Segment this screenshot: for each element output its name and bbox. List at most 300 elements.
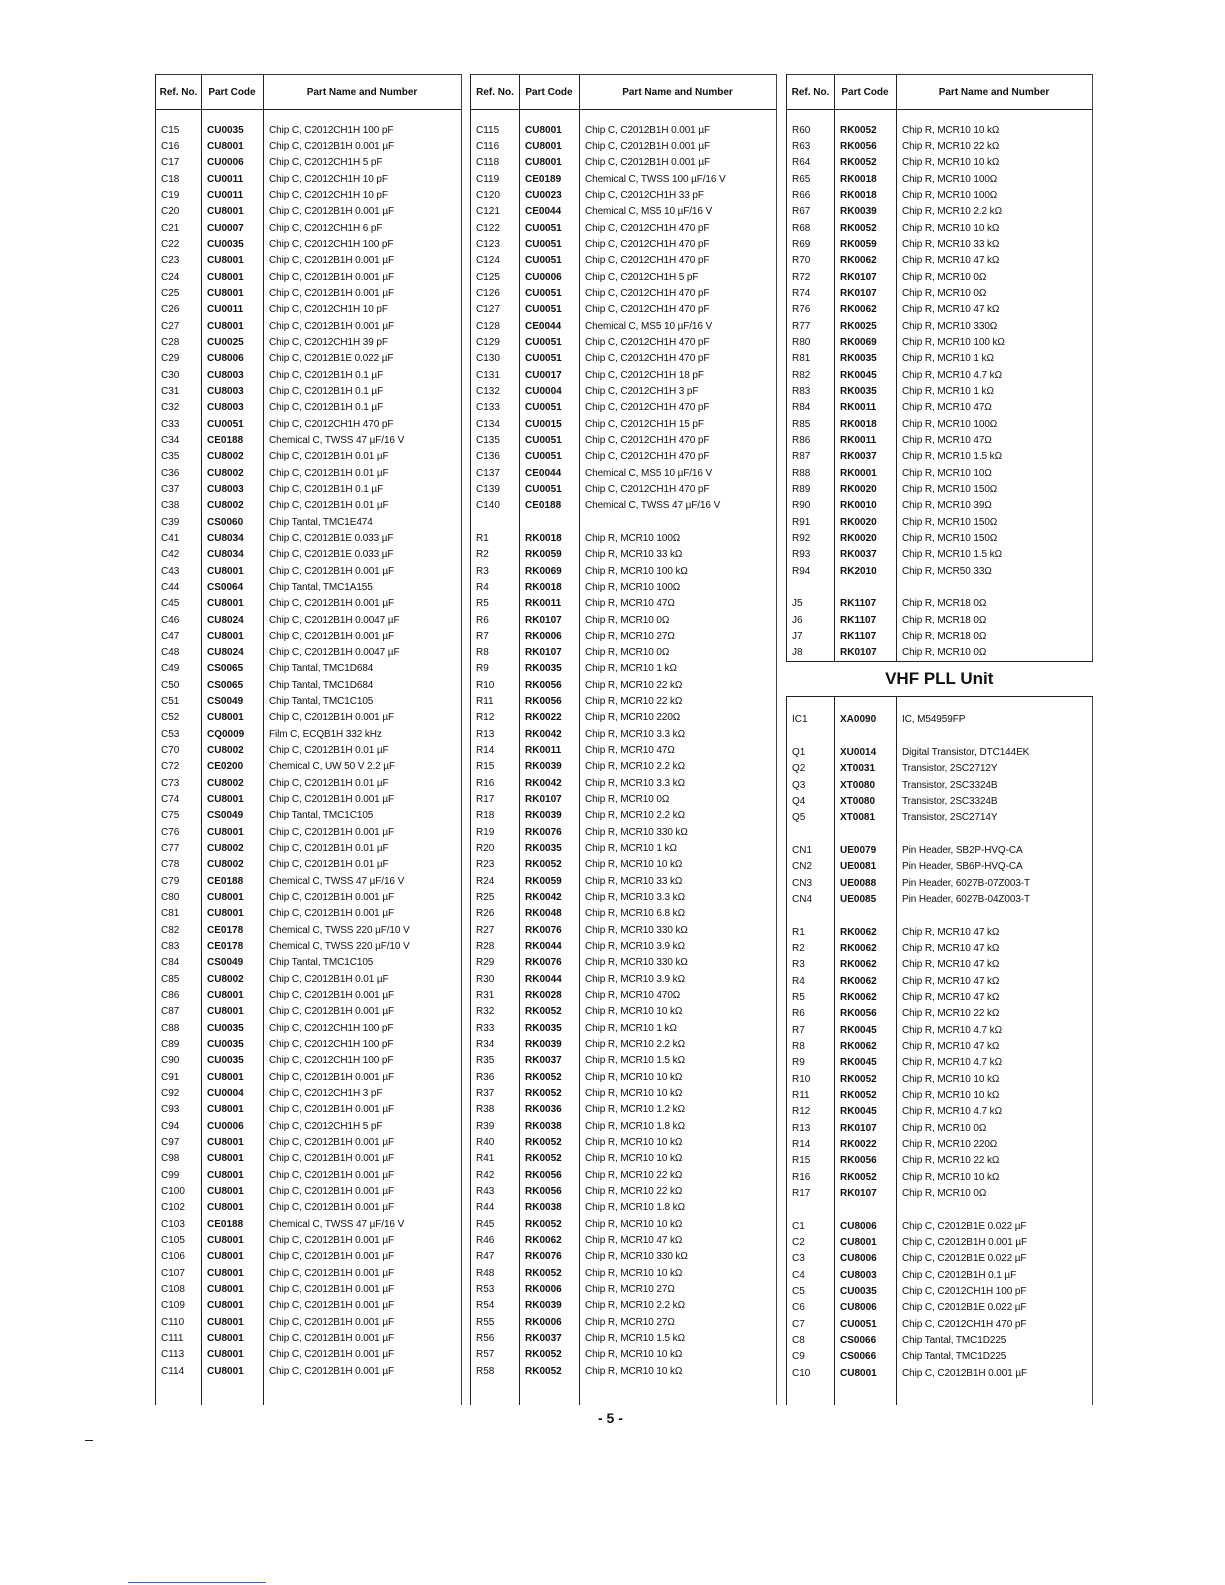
part-code: RK0056 (525, 1185, 562, 1197)
part-code: CU8001 (207, 1006, 244, 1018)
part-name: Chip R, MCR10 39Ω (902, 500, 992, 512)
part-code: RK0107 (840, 1188, 877, 1199)
table-row (471, 432, 776, 448)
table-row (787, 645, 1092, 661)
table-row (787, 220, 1092, 236)
part-code: RK0044 (525, 941, 562, 953)
table-row (156, 122, 461, 138)
ref-number: C128 (476, 320, 500, 332)
ref-number: C27 (161, 320, 180, 332)
table-row (156, 612, 461, 628)
part-code: RK0037 (840, 451, 877, 463)
ref-number: R11 (476, 696, 494, 708)
table-row (471, 236, 776, 252)
ref-number: C22 (161, 238, 180, 250)
part-name: Pin Header, SB2P-HVQ-CA (902, 845, 1023, 857)
table-header (471, 75, 776, 110)
ref-number: R13 (792, 1122, 811, 1134)
table-row (471, 1167, 776, 1183)
table-row (787, 1153, 1092, 1169)
table-row (471, 1363, 776, 1379)
part-name: Chip C, C2012CH1H 470 pF (902, 1318, 1027, 1330)
part-name: Chemical C, MS5 10 µF/16 V (585, 467, 713, 479)
table-row (471, 351, 776, 367)
part-code: RK0062 (840, 255, 877, 267)
part-name: Chip R, MCR10 33 kΩ (585, 875, 683, 887)
part-code: CU8002 (207, 777, 244, 789)
part-code: RK0044 (525, 973, 562, 985)
header-part-code: Part Code (525, 86, 573, 98)
part-name: Chemical C, TWSS 47 µF/16 V (269, 875, 405, 887)
table-row (471, 204, 776, 220)
part-code: CU8001 (207, 1251, 244, 1263)
part-code: CU8003 (207, 402, 244, 414)
part-code: RK0062 (840, 992, 877, 1004)
table-row (787, 498, 1092, 514)
ref-number: Q3 (792, 779, 806, 791)
ref-number: C42 (161, 549, 180, 561)
table-row (471, 302, 776, 318)
ref-number: C108 (161, 1283, 185, 1295)
part-code: CU0051 (525, 353, 562, 365)
blank-row (787, 826, 1092, 842)
ref-number: C25 (161, 287, 180, 299)
ref-number: C38 (161, 500, 180, 512)
table-row (156, 579, 461, 595)
table-row (156, 1183, 461, 1199)
table-body (471, 110, 776, 1379)
part-name: Chip C, C2012B1H 0.001 µF (269, 1185, 394, 1197)
part-name: Chip C, C2012CH1H 5 pF (585, 271, 699, 283)
ref-number: C46 (161, 614, 180, 626)
ref-number: C17 (161, 157, 180, 169)
part-code: CU0006 (207, 157, 244, 169)
part-code: CU0035 (207, 124, 244, 136)
table-row (787, 924, 1092, 940)
ref-number: C36 (161, 467, 180, 479)
part-name: Pin Header, 6027B-07Z003-T (902, 877, 1031, 889)
ref-number: C77 (161, 843, 180, 855)
table-row (156, 1085, 461, 1101)
part-name: Chip C, C2012CH1H 33 pF (585, 189, 704, 201)
ref-number: R63 (792, 140, 811, 152)
table-row (471, 269, 776, 285)
part-code: CU0051 (525, 238, 562, 250)
table-row (787, 334, 1092, 350)
table-row (156, 547, 461, 563)
table-row (471, 742, 776, 758)
part-name: Chip R, MCR10 100 kΩ (902, 336, 1005, 348)
ref-number: R10 (476, 679, 495, 691)
part-name: Chemical C, TWSS 47 µF/16 V (585, 500, 721, 512)
table-row (156, 1167, 461, 1183)
ref-number: R76 (792, 304, 811, 316)
ref-number: R47 (476, 1251, 495, 1263)
part-name: IC, M54959FP (902, 714, 966, 726)
part-code: CU0051 (525, 304, 562, 316)
table-row (471, 987, 776, 1003)
part-code: UE0079 (840, 845, 877, 857)
part-code: RK0037 (525, 1332, 562, 1344)
part-code: RK0011 (525, 598, 562, 610)
table-row (787, 596, 1092, 612)
ref-number: CN2 (792, 861, 813, 873)
part-code: RK0052 (525, 859, 562, 871)
part-code: RK0035 (840, 353, 877, 365)
part-code: CU8001 (207, 598, 244, 610)
table-row (787, 875, 1092, 891)
ref-number: C35 (161, 451, 180, 463)
ref-number: C43 (161, 565, 180, 577)
part-code: CU8003 (207, 369, 244, 381)
part-code: RK0107 (840, 647, 877, 659)
ref-number: R26 (476, 908, 495, 920)
table-row (156, 432, 461, 448)
part-code: CU8003 (207, 385, 244, 397)
ref-number: C16 (161, 140, 180, 152)
ref-number: C84 (161, 957, 180, 969)
table-row (787, 1022, 1092, 1038)
part-name: Chip R, MCR10 0Ω (585, 794, 670, 806)
part-name: Chip C, C2012CH1H 6 pF (269, 222, 383, 234)
ref-number: C114 (161, 1365, 185, 1377)
part-code: RK0107 (840, 287, 877, 299)
table-row (471, 1134, 776, 1150)
ref-number: C72 (161, 761, 180, 773)
part-name: Chip R, MCR10 1.5 kΩ (585, 1055, 685, 1067)
table-row (156, 971, 461, 987)
part-name: Chip C, C2012CH1H 100 pF (902, 1285, 1027, 1297)
table-row (471, 596, 776, 612)
ref-number: R70 (792, 255, 811, 267)
table-row (156, 138, 461, 154)
part-code: CU0011 (207, 173, 244, 185)
part-name: Chip C, C2012B1H 0.01 µF (269, 500, 389, 512)
part-name: Chip C, C2012B1H 0.001 µF (269, 908, 394, 920)
table-row (471, 171, 776, 187)
part-code: RK0042 (525, 892, 562, 904)
table-row (787, 973, 1092, 989)
table-row (156, 775, 461, 791)
part-code: RK0062 (840, 975, 877, 987)
ref-number: R8 (476, 647, 489, 659)
table-row (787, 1185, 1092, 1201)
part-name: Chip C, C2012CH1H 3 pF (585, 385, 699, 397)
table-row (156, 1134, 461, 1150)
part-name: Chip R, MCR10 33 kΩ (902, 238, 1000, 250)
ref-number: R12 (792, 1106, 811, 1118)
ref-number: C86 (161, 990, 180, 1002)
part-code: RK0006 (525, 1316, 562, 1328)
ref-number: R23 (476, 859, 495, 871)
table-row (156, 1020, 461, 1036)
part-code: RK0045 (840, 1024, 877, 1036)
part-code: RK0056 (525, 696, 562, 708)
ref-number: C70 (161, 745, 180, 757)
ref-number: C34 (161, 434, 180, 446)
ref-number: C75 (161, 810, 180, 822)
part-code: RK0059 (525, 875, 562, 887)
part-name: Chip R, MCR10 22 kΩ (585, 696, 683, 708)
ref-number: R3 (476, 565, 489, 577)
ref-number: R8 (792, 1041, 805, 1053)
ref-number: R12 (476, 712, 495, 724)
table-row (156, 1053, 461, 1069)
table-row (787, 1006, 1092, 1022)
ref-number: R90 (792, 500, 811, 512)
table-row (156, 318, 461, 334)
part-name: Transistor, 2SC2712Y (902, 763, 998, 775)
table-row (787, 1283, 1092, 1299)
ref-number: R14 (792, 1139, 811, 1151)
part-code: CU8002 (207, 973, 244, 985)
parts-table-3 (786, 74, 1093, 1405)
part-code: CU8001 (207, 712, 244, 724)
ref-number: R35 (476, 1055, 495, 1067)
table-row (471, 416, 776, 432)
ref-number: Q1 (792, 747, 806, 759)
table-row (471, 824, 776, 840)
table-row (156, 253, 461, 269)
part-name: Chip Tantal, TMC1D684 (269, 663, 374, 675)
table-row (156, 155, 461, 171)
part-name: Film C, ECQB1H 332 kHz (269, 728, 382, 740)
blank-row (787, 579, 1092, 595)
part-code: CS0066 (840, 1334, 877, 1346)
part-name: Chip C, C2012B1H 0.001 µF (269, 892, 394, 904)
part-name: Chip C, C2012B1H 0.001 µF (269, 1153, 394, 1165)
ref-number: R9 (792, 1057, 805, 1069)
ref-number: R53 (476, 1283, 495, 1295)
table-row (156, 465, 461, 481)
ref-number: C20 (161, 206, 180, 218)
part-name: Chemical C, TWSS 220 µF/10 V (269, 924, 410, 936)
part-name: Chip R, MCR10 10 kΩ (902, 222, 1000, 234)
table-row (156, 285, 461, 301)
table-row (156, 857, 461, 873)
table-row (156, 596, 461, 612)
part-code: XT0080 (840, 796, 876, 808)
ref-number: R1 (476, 532, 489, 544)
table-row (471, 1069, 776, 1085)
table-row (156, 710, 461, 726)
part-name: Chip Tantal, TMC1A155 (269, 581, 373, 593)
table-row (471, 1265, 776, 1281)
ref-number: R28 (476, 941, 495, 953)
ref-number: C83 (161, 941, 180, 953)
part-name: Chemical C, TWSS 100 µF/16 V (585, 173, 726, 185)
part-code: RK0062 (840, 926, 877, 938)
ref-number: C44 (161, 581, 180, 593)
part-code: CE0188 (525, 500, 562, 512)
table-row (156, 1102, 461, 1118)
part-name: Chip C, C2012B1H 0.001 µF (902, 1236, 1027, 1248)
part-code: CU0051 (525, 222, 562, 234)
part-code: CU0015 (525, 418, 562, 430)
part-name: Chip C, C2012B1H 0.001 µF (269, 1104, 394, 1116)
ref-number: R4 (792, 975, 805, 987)
part-name: Chip R, MCR10 150Ω (902, 483, 998, 495)
ref-number: R60 (792, 124, 811, 136)
ref-number: R3 (792, 959, 805, 971)
ref-number: C73 (161, 777, 180, 789)
part-code: CU8001 (525, 157, 562, 169)
part-code: XT0080 (840, 779, 876, 791)
part-name: Chip C, C2012B1H 0.01 µF (269, 467, 389, 479)
table-row (787, 138, 1092, 154)
part-code: RK0022 (525, 712, 562, 724)
table-row (787, 514, 1092, 530)
table-row (156, 1347, 461, 1363)
part-code: RK0062 (840, 1041, 877, 1053)
ref-number: C31 (161, 385, 180, 397)
table-row (156, 416, 461, 432)
ref-number: C81 (161, 908, 180, 920)
ref-number: C5 (792, 1285, 805, 1297)
ref-number: R32 (476, 1006, 495, 1018)
ref-number: R29 (476, 957, 495, 969)
part-code: RK0036 (525, 1104, 562, 1116)
part-code: RK0011 (840, 402, 877, 414)
part-name: Chip R, MCR10 27Ω (585, 630, 675, 642)
table-row (471, 563, 776, 579)
part-code: RK0107 (525, 794, 562, 806)
ref-number: R65 (792, 173, 811, 185)
ref-number: R66 (792, 189, 811, 201)
part-code: RK0052 (525, 1267, 562, 1279)
table-row (471, 808, 776, 824)
part-code: CU8001 (207, 206, 244, 218)
ref-number: R24 (476, 875, 495, 887)
ref-number: R46 (476, 1234, 495, 1246)
part-code: RK0062 (840, 943, 877, 955)
ref-number: CN4 (792, 894, 813, 906)
table-row (471, 400, 776, 416)
part-name: Chip C, C2012B1H 0.001 µF (269, 598, 394, 610)
part-name: Chip R, MCR10 47Ω (902, 402, 992, 414)
part-name: Chemical C, MS5 10 µF/16 V (585, 320, 713, 332)
table-row (156, 889, 461, 905)
ref-number: C134 (476, 418, 500, 430)
ref-number: R6 (476, 614, 489, 626)
table-row (471, 1053, 776, 1069)
part-code: CE0044 (525, 467, 562, 479)
part-name: Chip R, MCR10 1.5 kΩ (902, 549, 1002, 561)
part-code: CU8001 (525, 140, 562, 152)
table-row (156, 236, 461, 252)
table-row (471, 481, 776, 497)
part-name: Chip R, MCR10 100Ω (902, 189, 998, 201)
part-code: CU8001 (207, 287, 244, 299)
part-name: Chip R, MCR18 0Ω (902, 598, 987, 610)
part-name: Chip R, MCR10 47 kΩ (902, 992, 1000, 1004)
part-code: RK0107 (840, 1122, 877, 1134)
part-name: Chip C, C2012CH1H 100 pF (269, 124, 394, 136)
part-code: RK0059 (525, 549, 562, 561)
part-name: Chip C, C2012B1H 0.001 µF (902, 1367, 1027, 1379)
part-code: CU8001 (207, 630, 244, 642)
ref-number: C47 (161, 630, 180, 642)
part-name: Chemical C, MS5 10 µF/16 V (585, 206, 713, 218)
part-name: Chip C, C2012CH1H 470 pF (585, 287, 710, 299)
part-code: RK1107 (840, 614, 877, 626)
ref-number: C116 (476, 140, 500, 152)
ref-number: C41 (161, 532, 180, 544)
part-name: Chip R, MCR10 3.3 kΩ (585, 728, 685, 740)
part-name: Chemical C, TWSS 47 µF/16 V (269, 1218, 405, 1230)
table-row (787, 416, 1092, 432)
part-code: RK0076 (525, 1251, 562, 1263)
part-name: Chip R, MCR10 47Ω (585, 745, 675, 757)
table-row (471, 791, 776, 807)
part-name: Chip R, MCR10 10 kΩ (585, 1218, 683, 1230)
table-row (471, 1314, 776, 1330)
part-name: Chip R, MCR10 10 kΩ (902, 1073, 1000, 1085)
ref-number: C19 (161, 189, 180, 201)
ref-number: C8 (792, 1334, 805, 1346)
ref-number: C111 (161, 1332, 184, 1344)
part-code: CU8001 (207, 1071, 244, 1083)
ref-number: R88 (792, 467, 811, 479)
ref-number: R2 (476, 549, 489, 561)
part-name: Chip C, C2012B1H 0.001 µF (269, 206, 394, 218)
part-code: CU8001 (207, 1349, 244, 1361)
table-row (787, 1234, 1092, 1250)
part-name: Chip Tantal, TMC1D684 (269, 679, 374, 691)
table-row (787, 891, 1092, 907)
ref-number: C26 (161, 304, 180, 316)
table-row (156, 955, 461, 971)
part-name: Chip R, MCR10 10 kΩ (585, 1071, 683, 1083)
part-name: Chip C, C2012CH1H 100 pF (269, 1022, 394, 1034)
part-code: RK0069 (840, 336, 877, 348)
ref-number: C120 (476, 189, 500, 201)
table-row (787, 400, 1092, 416)
part-name: Chip C, C2012B1H 0.01 µF (269, 745, 389, 757)
part-code: CU0006 (525, 271, 562, 283)
part-name: Chip R, MCR10 330 kΩ (585, 826, 688, 838)
ref-number: C115 (476, 124, 500, 136)
ref-number: R5 (476, 598, 489, 610)
part-name: Chip C, C2012B1H 0.001 µF (269, 794, 394, 806)
part-name: Chip R, MCR10 0Ω (902, 287, 987, 299)
part-code: CU8001 (207, 255, 244, 267)
part-name: Chip C, C2012CH1H 470 pF (585, 402, 710, 414)
part-name: Chip R, MCR10 0Ω (585, 614, 670, 626)
blank-row (787, 908, 1092, 924)
part-code: RK0052 (840, 1090, 877, 1102)
table-row (471, 726, 776, 742)
part-name: Chip C, C2012B1H 0.001 µF (269, 1202, 394, 1214)
table-row (471, 253, 776, 269)
part-name: Chip C, C2012B1H 0.001 µF (269, 1267, 394, 1279)
ref-number: R67 (792, 206, 811, 218)
ref-number: R68 (792, 222, 811, 234)
part-code: RK0056 (840, 140, 877, 152)
part-code: CU8001 (207, 1234, 244, 1246)
part-code: RK0062 (840, 959, 877, 971)
part-name: Chip C, C2012B1H 0.001 µF (269, 320, 394, 332)
table-row (787, 530, 1092, 546)
ref-number: C137 (476, 467, 500, 479)
part-name: Chip C, C2012B1H 0.1 µF (269, 483, 384, 495)
table-row (787, 1316, 1092, 1332)
table-row (787, 1087, 1092, 1103)
table-row (471, 1118, 776, 1134)
table-row (787, 122, 1092, 138)
part-code: CU8001 (207, 320, 244, 332)
part-name: Chip R, MCR10 10 kΩ (902, 1171, 1000, 1183)
